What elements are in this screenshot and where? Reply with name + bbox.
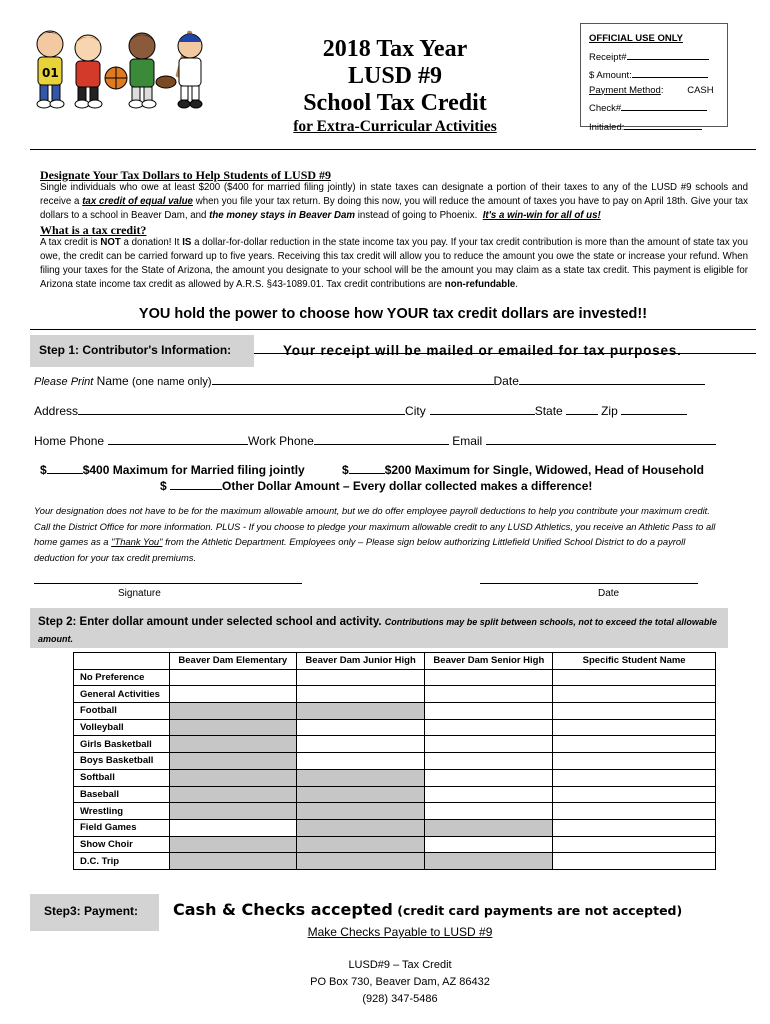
amount-cell[interactable] bbox=[425, 803, 553, 820]
max400-dollar: $ bbox=[40, 463, 47, 477]
thank-you-text: "Thank You" bbox=[111, 536, 163, 547]
form-subtitle: for Extra-Curricular Activities bbox=[293, 118, 497, 135]
city-label: City bbox=[405, 404, 426, 418]
amount-cell[interactable] bbox=[553, 703, 716, 720]
designate-text-2: when you file your tax return. By doing this now, you will reduce the amount of taxes you have to pay on April 18th. Give your tax dollars to a school in Beaver Dam, and bbox=[40, 196, 748, 221]
cash-checks-text: Cash & Checks accepted bbox=[173, 900, 393, 919]
payment-method-label: Payment Method bbox=[589, 84, 661, 96]
unavailable-amount-cell bbox=[169, 719, 296, 736]
column-header: Beaver Dam Elementary bbox=[169, 653, 296, 670]
unavailable-amount-cell bbox=[296, 803, 425, 820]
unavailable-amount-cell bbox=[169, 703, 296, 720]
unavailable-amount-cell bbox=[169, 753, 296, 770]
amount-label: $ Amount: bbox=[589, 70, 632, 81]
phone-row bbox=[34, 432, 716, 448]
activity-name: General Activities bbox=[74, 686, 170, 703]
activity-name: Girls Basketball bbox=[74, 736, 170, 753]
amount-cell[interactable] bbox=[425, 719, 553, 736]
activity-name: Baseball bbox=[74, 786, 170, 803]
what-is: IS bbox=[182, 237, 192, 248]
address-field[interactable] bbox=[78, 402, 405, 415]
max400-row bbox=[40, 461, 305, 477]
other-amount-field[interactable] bbox=[170, 477, 222, 490]
amount-cell[interactable] bbox=[553, 803, 716, 820]
unavailable-amount-cell bbox=[169, 736, 296, 753]
table-row bbox=[74, 669, 716, 686]
signature-line[interactable] bbox=[34, 583, 302, 584]
cash-checks-row bbox=[173, 900, 682, 920]
name-row bbox=[34, 372, 705, 388]
state-label: State bbox=[534, 404, 563, 418]
table-row bbox=[74, 786, 716, 803]
one-name-note: (one name only) bbox=[132, 376, 212, 388]
unavailable-amount-cell bbox=[169, 803, 296, 820]
zip-field[interactable] bbox=[621, 402, 687, 415]
amount-cell[interactable] bbox=[296, 669, 425, 686]
power-heading: YOU hold the power to choose how YOUR tax credit dollars are invested!! bbox=[138, 306, 648, 322]
amount-cell[interactable] bbox=[425, 669, 553, 686]
unavailable-amount-cell bbox=[296, 786, 425, 803]
work-phone-field[interactable] bbox=[314, 432, 449, 445]
home-phone-label: Home Phone bbox=[34, 434, 105, 448]
table-row bbox=[74, 803, 716, 820]
what-end: . bbox=[515, 279, 518, 290]
amount-cell[interactable] bbox=[425, 736, 553, 753]
address-label: Address bbox=[34, 404, 79, 418]
amount-cell[interactable] bbox=[296, 686, 425, 703]
designate-heading: Designate Your Tax Dollars to Help Students of LUSD #9 bbox=[40, 168, 332, 182]
designate-text-3: instead of going to Phoenix. bbox=[357, 210, 478, 221]
email-field[interactable] bbox=[486, 432, 716, 445]
unavailable-amount-cell bbox=[296, 703, 425, 720]
date-field[interactable] bbox=[519, 372, 705, 385]
initialed-line[interactable] bbox=[624, 117, 702, 130]
table-header-row bbox=[74, 653, 716, 670]
column-header: Beaver Dam Senior High bbox=[425, 653, 553, 670]
other-amount-label: Other Dollar Amount – Every dollar collected makes a difference! bbox=[222, 479, 593, 493]
activity-name: Show Choir bbox=[74, 836, 170, 853]
payable-to: Make Checks Payable to LUSD #9 bbox=[307, 925, 493, 939]
unavailable-amount-cell bbox=[425, 819, 553, 836]
check-label: Check# bbox=[589, 103, 622, 114]
step1-label: Step 1: Contributor's Information: bbox=[30, 335, 254, 367]
what-text-c: a dollar-for-dollar reduction in the state income tax you pay. If your tax credit contribution is more than the amount of state tax you owe, the credit can be carried forward up to five years. Receiving this tax credit will allow you to reduce the amount you owe the state or increase your refund. When filing your taxes for the State of Arizona, the amount you designate to your school will be the amount you may claim as a state tax credit. This payment is eligible for Arizona state income tax credit as allowed by A.R.S. §43-1089.01. Tax credit contributions are bbox=[40, 237, 749, 290]
amount-cell[interactable] bbox=[553, 786, 716, 803]
zip-label: Zip bbox=[601, 404, 618, 418]
designate-winwin: It's a win-win for all of us! bbox=[482, 210, 601, 221]
unavailable-amount-cell bbox=[296, 836, 425, 853]
table-row bbox=[74, 686, 716, 703]
date-label: Date bbox=[493, 374, 519, 388]
max200-field[interactable] bbox=[349, 461, 385, 474]
what-heading: What is a tax credit? bbox=[40, 223, 147, 237]
table-row bbox=[74, 719, 716, 736]
city-field[interactable] bbox=[430, 402, 535, 415]
what-nonrefundable: non-refundable bbox=[444, 279, 516, 290]
check-line[interactable] bbox=[621, 98, 707, 111]
activity-name: Volleyball bbox=[74, 719, 170, 736]
designate-paragraph bbox=[40, 181, 748, 223]
signature-date-line[interactable] bbox=[480, 583, 698, 584]
unavailable-amount-cell bbox=[296, 769, 425, 786]
designate-equal-value: tax credit of equal value bbox=[82, 196, 193, 207]
please-print-label: Please Print bbox=[34, 376, 94, 388]
activity-name: Wrestling bbox=[74, 803, 170, 820]
designation-note-text: Your designation does not have to be for the maximum allowable amount, but we do offer employee payroll deductions to help you contribute your maximum credit. Call the District Office for more information. PLUS - If you choose to pledge your maximum allowable credit to any LUSD Athletics, you receive an Athletic Pass to all home games as a bbox=[34, 505, 716, 547]
unavailable-amount-cell bbox=[296, 853, 425, 870]
amount-cell[interactable] bbox=[553, 736, 716, 753]
name-label: Name bbox=[96, 374, 129, 388]
table-row bbox=[74, 853, 716, 870]
unavailable-amount-cell bbox=[169, 786, 296, 803]
receipt-line[interactable] bbox=[627, 47, 709, 60]
amount-cell[interactable] bbox=[553, 669, 716, 686]
svg-text:01: 01 bbox=[42, 66, 59, 80]
table-row bbox=[74, 836, 716, 853]
receipt-row bbox=[589, 47, 727, 66]
column-header: Specific Student Name bbox=[553, 653, 716, 670]
check-row bbox=[589, 98, 727, 117]
name-field[interactable] bbox=[212, 372, 494, 385]
amount-cell[interactable] bbox=[425, 836, 553, 853]
max400-label: $400 Maximum for Married filing jointly bbox=[82, 463, 305, 477]
what-text-a: A tax credit is bbox=[40, 237, 98, 248]
max200-dollar: $ bbox=[342, 463, 349, 477]
initialed-label: Initialed: bbox=[589, 121, 625, 133]
amount-cell[interactable] bbox=[425, 786, 553, 803]
designate-text-1: Single individuals who owe at least $200 ($400 for married filing jointly) in state taxes can designate a portion of their taxes to any of the LUSD #9 schools and receive a bbox=[40, 182, 748, 207]
unavailable-amount-cell bbox=[296, 819, 425, 836]
designation-note-text-2: from the Athletic Department. Employees only – Please sign below authorizing Littlefield Unified School District to do a payroll deduction for your tax credit premiums. bbox=[34, 536, 686, 563]
unavailable-amount-cell bbox=[169, 769, 296, 786]
other-dollar: $ bbox=[160, 479, 167, 493]
amount-cell[interactable] bbox=[553, 769, 716, 786]
max200-row bbox=[342, 461, 704, 477]
amount-cell[interactable] bbox=[296, 736, 425, 753]
address-row bbox=[34, 402, 687, 418]
amount-cell[interactable] bbox=[169, 669, 296, 686]
amount-line[interactable] bbox=[632, 65, 708, 78]
amount-cell[interactable] bbox=[553, 753, 716, 770]
form-title-year: 2018 Tax Year bbox=[322, 36, 468, 62]
amount-cell[interactable] bbox=[553, 819, 716, 836]
step3-label: Step3: Payment: bbox=[30, 894, 159, 931]
payment-method-value: CASH bbox=[687, 84, 714, 96]
kids-sports-illustration bbox=[30, 22, 208, 112]
step2-label-box bbox=[30, 608, 728, 648]
home-phone-field[interactable] bbox=[108, 432, 248, 445]
amount-cell[interactable] bbox=[169, 819, 296, 836]
column-header: Beaver Dam Junior High bbox=[296, 653, 425, 670]
table-row bbox=[74, 769, 716, 786]
form-title-district: LUSD #9 bbox=[347, 63, 443, 89]
address-line-3: (928) 347-5486 bbox=[362, 993, 438, 1005]
work-phone-label: Work Phone bbox=[248, 434, 314, 448]
state-field[interactable] bbox=[566, 402, 598, 415]
amount-row bbox=[589, 65, 727, 84]
step2-label: Step 2: Enter dollar amount under selected school and activity. bbox=[38, 616, 382, 628]
address-line-2: PO Box 730, Beaver Dam, AZ 86432 bbox=[310, 976, 490, 988]
designate-stays: the money stays in Beaver Dam bbox=[209, 210, 356, 221]
signature-date-label: Date bbox=[598, 588, 620, 599]
amount-cell[interactable] bbox=[553, 836, 716, 853]
official-use-box bbox=[580, 23, 728, 133]
activity-name: Boys Basketball bbox=[74, 753, 170, 770]
amount-cell[interactable] bbox=[425, 769, 553, 786]
table-row bbox=[74, 753, 716, 770]
amount-cell[interactable] bbox=[425, 703, 553, 720]
kids-sports-clipart bbox=[30, 22, 208, 112]
unavailable-amount-cell bbox=[425, 853, 553, 870]
email-label: Email bbox=[452, 434, 483, 448]
mailing-address bbox=[30, 957, 770, 1008]
no-credit-card-text: (credit card payments are not accepted) bbox=[397, 903, 683, 918]
activity-table bbox=[73, 652, 716, 870]
initialed-row bbox=[589, 117, 727, 136]
amount-cell[interactable] bbox=[296, 719, 425, 736]
max400-field[interactable] bbox=[47, 461, 83, 474]
receipt-note: Your receipt will be mailed or emailed for tax purposes. bbox=[283, 343, 682, 358]
amount-cell[interactable] bbox=[553, 719, 716, 736]
amount-cell[interactable] bbox=[425, 753, 553, 770]
what-paragraph bbox=[40, 236, 748, 292]
table-row bbox=[74, 736, 716, 753]
official-use-heading: OFFICIAL USE ONLY bbox=[589, 33, 683, 44]
receipt-label: Receipt# bbox=[589, 51, 627, 63]
other-amount-row bbox=[160, 477, 592, 493]
payment-method-row: Payment Method: CASH bbox=[589, 84, 714, 96]
amount-cell[interactable] bbox=[425, 686, 553, 703]
activity-name: No Preference bbox=[74, 669, 170, 686]
power-divider bbox=[30, 329, 756, 330]
what-not: NOT bbox=[100, 237, 121, 248]
header-divider bbox=[30, 149, 756, 150]
activity-name: Softball bbox=[74, 769, 170, 786]
max200-label: $200 Maximum for Single, Widowed, Head of Household bbox=[384, 463, 704, 477]
what-text-b: a donation! It bbox=[123, 237, 180, 248]
amount-cell[interactable] bbox=[296, 753, 425, 770]
table-corner-cell bbox=[74, 653, 170, 670]
amount-cell[interactable] bbox=[553, 853, 716, 870]
form-title-credit: School Tax Credit bbox=[303, 90, 487, 116]
unavailable-amount-cell bbox=[169, 853, 296, 870]
step2-note: Contributions may be split between schools, not to exceed the total allowable amount. bbox=[38, 617, 717, 644]
designation-note bbox=[34, 503, 726, 565]
activity-name: D.C. Trip bbox=[74, 853, 170, 870]
activity-name: Field Games bbox=[74, 819, 170, 836]
signature-label: Signature bbox=[118, 588, 161, 599]
amount-cell[interactable] bbox=[553, 686, 716, 703]
amount-cell[interactable] bbox=[169, 686, 296, 703]
table-row bbox=[74, 703, 716, 720]
unavailable-amount-cell bbox=[169, 836, 296, 853]
activity-name: Football bbox=[74, 703, 170, 720]
address-line-1: LUSD#9 – Tax Credit bbox=[348, 959, 452, 971]
table-row bbox=[74, 819, 716, 836]
